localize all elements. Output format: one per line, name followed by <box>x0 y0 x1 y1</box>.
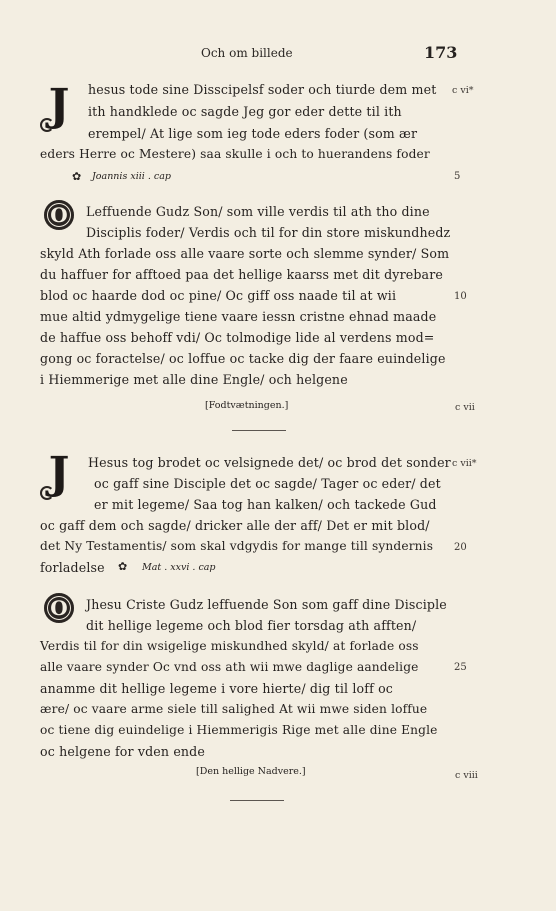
page-number: 173 <box>424 43 458 62</box>
drop-cap-initial: O <box>44 200 74 230</box>
text-line: du haffuer for afftoed paa det hellige kaarss met dit dyrebare <box>40 267 443 282</box>
ornament-flourish <box>40 118 54 132</box>
scripture-reference: Joannis xiii . cap <box>92 171 171 182</box>
running-header: Och om billede <box>201 46 293 60</box>
ornament-flourish <box>40 486 54 500</box>
drop-cap-initial: J <box>40 448 78 498</box>
text-line: erempel/ At lige som ieg tode eders foder (som ær <box>88 126 418 141</box>
text-line: det Ny Testamentis/ som skal vdgydis for mange till syndernis <box>40 539 434 553</box>
text-line: dit hellige legeme och blod fier torsdag ath afften/ <box>86 618 417 633</box>
text-line: oc tiene dig euindelige i Hiemmerigis Rige met alle dine Engle <box>40 723 438 737</box>
text-line: eders Herre oc Mestere) saa skulle i och to huerandens foder <box>40 147 430 161</box>
text-line: blod oc haarde dod oc pine/ Oc giff oss naade til at wii <box>40 288 397 303</box>
text-line: Disciplis foder/ Verdis och til for din store miskundhedz <box>86 225 451 240</box>
text-line: oc gaff sine Disciple det oc sagde/ Tager oc eder/ det <box>94 476 441 491</box>
text-line: ith handklede oc sagde Jeg gor eder dette til ith <box>88 104 402 119</box>
text-line: gong oc foractelse/ oc loffue oc tacke dig der faare euindelige <box>40 351 446 366</box>
margin-note: c vii* <box>452 458 477 469</box>
text-line: Jhesu Criste Gudz leffuende Son som gaff dine Disciple <box>86 597 447 612</box>
text-line: forladelse <box>40 560 105 575</box>
text-line: alle vaare synder Oc vnd oss ath wii mwe daglige aandelige <box>40 660 419 674</box>
text-line: Leffuende Gudz Son/ som ville verdis til ath tho dine <box>86 204 430 219</box>
fleuron-icon: ✿ <box>118 560 128 573</box>
text-line: hesus tode sine Disscipelsf soder och tiurde dem met <box>88 82 437 97</box>
margin-note: c vii <box>455 402 475 413</box>
drop-cap-initial: O <box>44 593 74 623</box>
section-caption: [Den hellige Nadvere.] <box>196 766 306 777</box>
line-number: 10 <box>454 291 467 302</box>
line-number: 20 <box>454 542 467 553</box>
line-number: 25 <box>454 662 467 673</box>
scripture-reference: Mat . xxvi . cap <box>142 562 216 573</box>
fleuron-icon: ✿ <box>72 170 82 183</box>
text-line: Hesus tog brodet oc velsignede det/ oc brod det sonder <box>88 455 451 470</box>
text-line: er mit legeme/ Saa tog han kalken/ och tackede Gud <box>94 497 437 512</box>
text-line: i Hiemmerige met alle dine Engle/ och helgene <box>40 372 348 387</box>
text-line: mue altid ydmygelige tiene vaare iessn cristne ehnad maade <box>40 309 437 324</box>
section-divider <box>232 430 286 431</box>
section-caption: [Fodtvætningen.] <box>205 400 289 411</box>
text-line: ære/ oc vaare arme siele till salighed At wii mwe siden loffue <box>40 702 428 716</box>
text-line: oc helgene for vden ende <box>40 744 206 759</box>
margin-note: c viii <box>455 770 478 781</box>
text-line: de haffue oss behoff vdi/ Oc tolmodige lide al verdens mod= <box>40 330 435 345</box>
text-line: anamme dit hellige legeme i vore hierte/ dig til loff oc <box>40 681 393 696</box>
text-line: Verdis til for din wsigelige miskundhed skyld/ at forlade oss <box>40 639 419 653</box>
margin-note: c vi* <box>452 85 474 96</box>
section-divider <box>230 800 284 801</box>
drop-cap-initial: J <box>40 80 78 130</box>
line-number: 5 <box>454 171 461 182</box>
text-line: skyld Ath forlade oss alle vaare sorte och slemme synder/ Som <box>40 246 450 261</box>
text-line: oc gaff dem och sagde/ dricker alle der aff/ Det er mit blod/ <box>40 518 430 533</box>
